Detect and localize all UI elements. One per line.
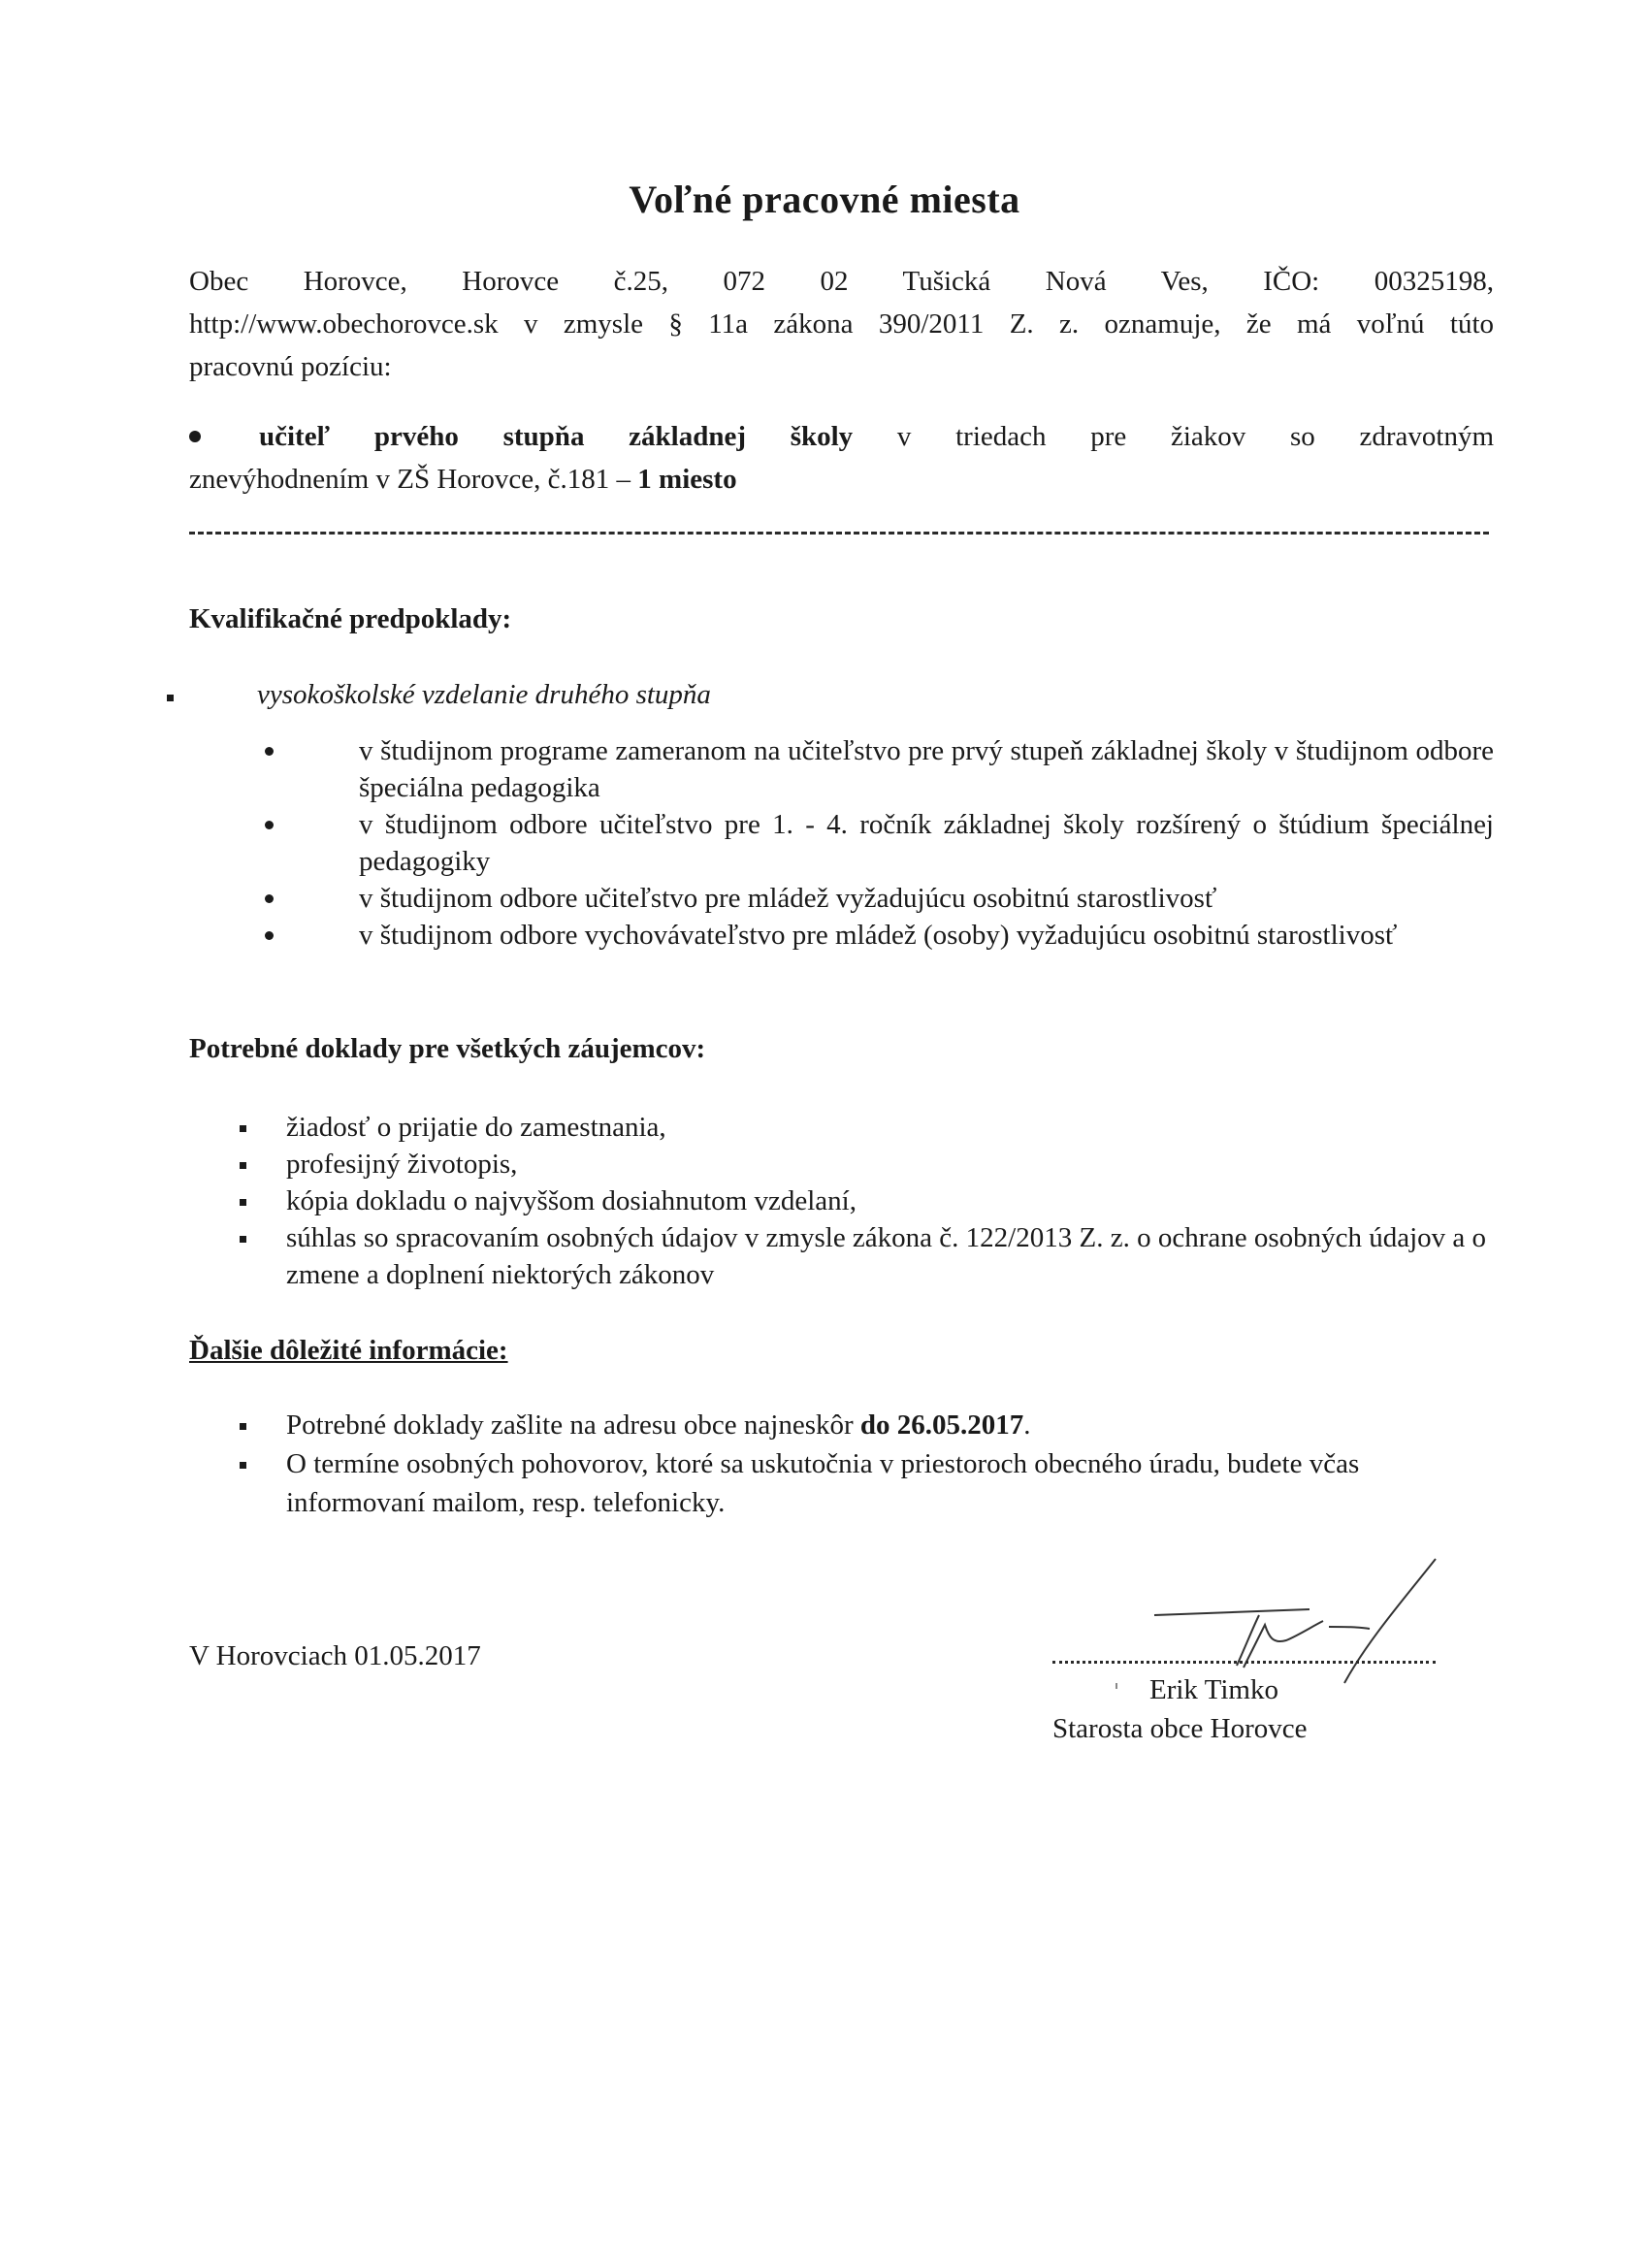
bullet-square-icon (240, 1423, 246, 1430)
handwritten-signature (1145, 1547, 1455, 1693)
signature-line (1052, 1661, 1436, 1664)
intro-line-2: http://www.obechorovce.sk v zmysle § 11a zákona 390/2011 Z. z. oznamuje, že má voľnú túto (189, 308, 1494, 340)
bullet-dot-icon (189, 431, 201, 442)
signer-name: Erik Timko (1149, 1674, 1278, 1705)
intro-line-3: pracovnú pozíciu: (189, 351, 392, 382)
list-item-text: profesijný životopis, (286, 1149, 518, 1180)
list-item (286, 1219, 1499, 1293)
intro-paragraph (189, 260, 1494, 388)
list-item-text: kópia dokladu o najvyššom dosiahnutom vzdelaní, (286, 1185, 857, 1216)
position-line-1 (189, 415, 1494, 458)
position-count: 1 miesto (637, 464, 737, 495)
list-item-text: v študijnom odbore vychovávateľstvo pre mládež (osoby) vyžadujúcu osobitnú starostlivosť (359, 920, 1398, 951)
list-item-text: v študijnom odbore učiteľstvo pre mládež vyžadujúcu osobitnú starostlivosť (359, 883, 1217, 914)
list-item (359, 806, 1494, 880)
further-info-list (286, 1406, 1499, 1522)
list-item-text: žiadosť o prijatie do zamestnania, (286, 1112, 666, 1143)
list-item-text: v študijnom odbore učiteľstvo pre 1. - 4. ročník základnej školy rozšírený o štúdium špeciálnej pedagogiky (359, 809, 1494, 877)
list-item-text: v študijnom programe zameranom na učiteľstvo pre prvý stupeň základnej školy v študijnom odbore špeciálna pedagogika (359, 735, 1494, 803)
position-detail: v triedach pre žiakov so zdravotným (853, 421, 1494, 452)
list-item (286, 1183, 1499, 1219)
deadline-text: Potrebné doklady zašlite na adresu obce najneskôr (286, 1409, 860, 1441)
bullet-square-icon (240, 1162, 246, 1169)
bullet-square-icon (240, 1236, 246, 1243)
list-item (359, 917, 1494, 954)
list-item (286, 1146, 1499, 1183)
job-position (189, 415, 1494, 501)
bullet-square-icon (240, 1462, 246, 1469)
list-item-text: súhlas so spracovaním osobných údajov v zmysle zákona č. 122/2013 Z. z. o ochrane osobných údajov a o zmene a doplnení niektorých zákonov (286, 1222, 1487, 1290)
bullet-square-icon (167, 695, 174, 701)
list-item (286, 1444, 1499, 1522)
signer-role: Starosta obce Horovce (1052, 1713, 1308, 1744)
qualifications-list (359, 732, 1494, 954)
intro-line-1: Obec Horovce, Horovce č.25, 072 02 Tušická Nová Ves, IČO: 00325198, (189, 266, 1494, 297)
bullet-square-icon (240, 1199, 246, 1206)
list-item (286, 1406, 1499, 1444)
list-item (359, 732, 1494, 806)
list-item (359, 880, 1494, 917)
place-and-date: V Horovciach 01.05.2017 (189, 1640, 481, 1671)
bullet-dot-icon (265, 747, 274, 756)
bullet-square-icon (240, 1125, 246, 1132)
qualifications-heading: Kvalifikačné predpoklady: (189, 603, 512, 634)
documents-list (286, 1109, 1499, 1293)
position-location: znevýhodnením v ZŠ Horovce, č.181 – (189, 464, 638, 495)
deadline-suffix: . (1023, 1409, 1031, 1441)
bullet-dot-icon (265, 931, 274, 940)
further-info-heading: Ďalšie dôležité informácie: (189, 1335, 508, 1366)
position-line-2 (189, 464, 737, 495)
bullet-dot-icon (265, 894, 274, 903)
mark (1116, 1683, 1117, 1689)
list-item (286, 1109, 1499, 1146)
document-title: Voľné pracovné miesta (629, 178, 1020, 221)
bullet-dot-icon (265, 821, 274, 829)
documents-heading: Potrebné doklady pre všetkých záujemcov: (189, 1033, 706, 1064)
position-title: učiteľ prvého stupňa základnej školy (259, 421, 854, 452)
dashed-divider (189, 532, 1489, 535)
degree-requirement: vysokoškolské vzdelanie druhého stupňa (257, 679, 711, 710)
list-item-text: O termíne osobných pohovorov, ktoré sa uskutočnia v priestoroch obecného úradu, budete včas informovaní mailom, resp. telefonicky. (286, 1448, 1360, 1518)
deadline-date: do 26.05.2017 (859, 1409, 1024, 1441)
